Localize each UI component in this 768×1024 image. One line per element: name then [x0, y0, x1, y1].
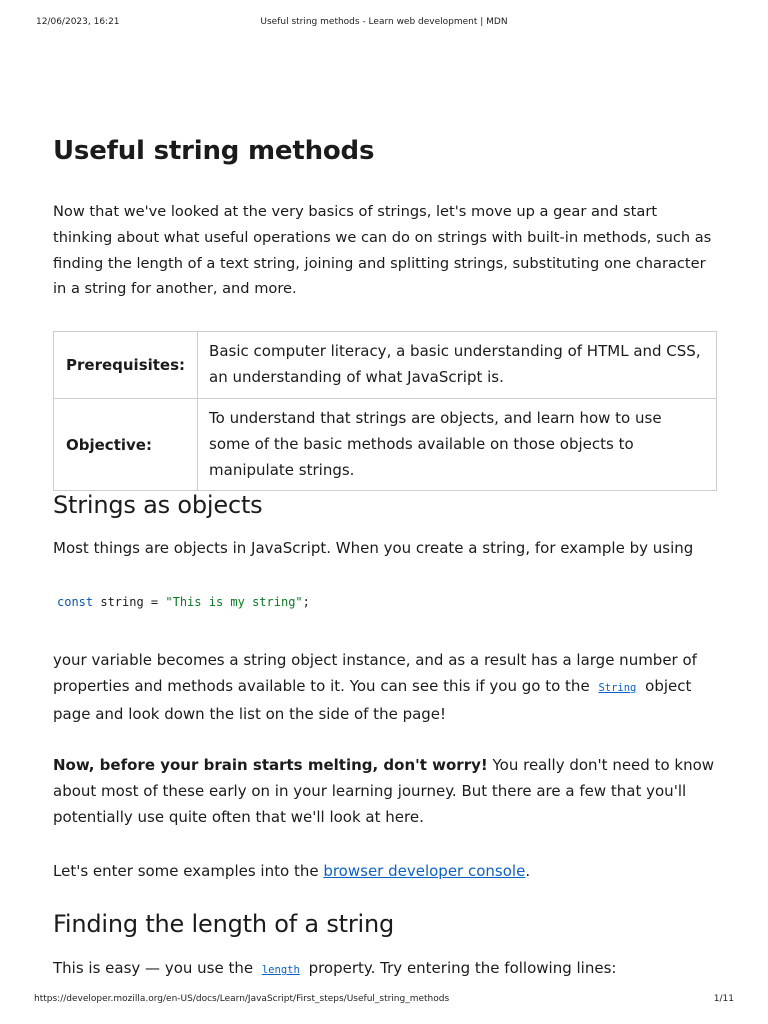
intro-paragraph: Now that we've looked at the very basics of strings, let's move up a gear and start thinking about what useful operations we can do on strings with built-in methods, such as finding the length of a text string, joining and splitting strings, substituting one character in a string for another, and more.: [53, 203, 712, 298]
prerequisites-value: Basic computer literacy, a basic understanding of HTML and CSS, an understanding of what JavaScript is.: [198, 332, 717, 399]
strings-objects-paragraph-2: [53, 648, 717, 727]
string-object-link[interactable]: String: [598, 681, 637, 694]
objective-label: Objective:: [54, 399, 198, 491]
print-header: [0, 17, 768, 31]
paragraph-text: You really don't need to know about most of these early on in your learning journey. But there are a few that you'll potentially use quite often that we'll look at here.: [53, 756, 715, 826]
browser-developer-console-link[interactable]: browser developer console: [323, 862, 526, 880]
page-title: Useful string methods: [53, 136, 375, 166]
paragraph-text: your variable becomes a string object instance, and as a result has a large number of properties and methods available to it. You can see this if you go to the: [53, 651, 697, 695]
strings-objects-paragraph-1: Most things are objects in JavaScript. When you create a string, for example by using: [53, 539, 694, 557]
print-url: https://developer.mozilla.org/en-US/docs/Learn/JavaScript/First_steps/Useful_string_methods: [34, 994, 450, 1004]
paragraph-text: .: [525, 862, 531, 880]
length-property-link[interactable]: length: [261, 964, 300, 976]
code-keyword: const: [57, 595, 94, 609]
section-heading-strings-as-objects: Strings as objects: [53, 491, 263, 519]
prerequisites-table: [53, 331, 717, 491]
paragraph-text: Let's enter some examples into the: [53, 862, 324, 880]
paragraph-text: object page and look down the list on the side of the page!: [53, 676, 692, 723]
code-string: "This is my string": [165, 595, 303, 609]
objective-value: To understand that strings are objects, and learn how to use some of the basic methods available on those objects to manipulate strings.: [198, 399, 717, 491]
strings-objects-paragraph-4: [53, 859, 717, 885]
section-heading-finding-length: Finding the length of a string: [53, 910, 395, 938]
print-page-number: 1/11: [713, 994, 734, 1004]
code-end: ;: [302, 595, 310, 609]
paragraph-text: This is easy — you use the: [53, 959, 258, 977]
table-row: [54, 399, 717, 491]
prerequisites-label: Prerequisites:: [54, 332, 198, 399]
bold-warning: Now, before your brain starts melting, don't worry!: [53, 756, 488, 774]
code-example: [57, 595, 310, 609]
print-footer: [0, 994, 768, 1008]
code-text: string =: [93, 595, 166, 609]
strings-objects-paragraph-3: [53, 753, 717, 830]
print-datetime: 12/06/2023, 16:21: [36, 17, 120, 27]
print-page-title: Useful string methods - Learn web development | MDN: [260, 17, 508, 27]
table-row: [54, 332, 717, 399]
finding-length-paragraph: [53, 956, 717, 984]
paragraph-text: property. Try entering the following lines:: [303, 959, 617, 977]
